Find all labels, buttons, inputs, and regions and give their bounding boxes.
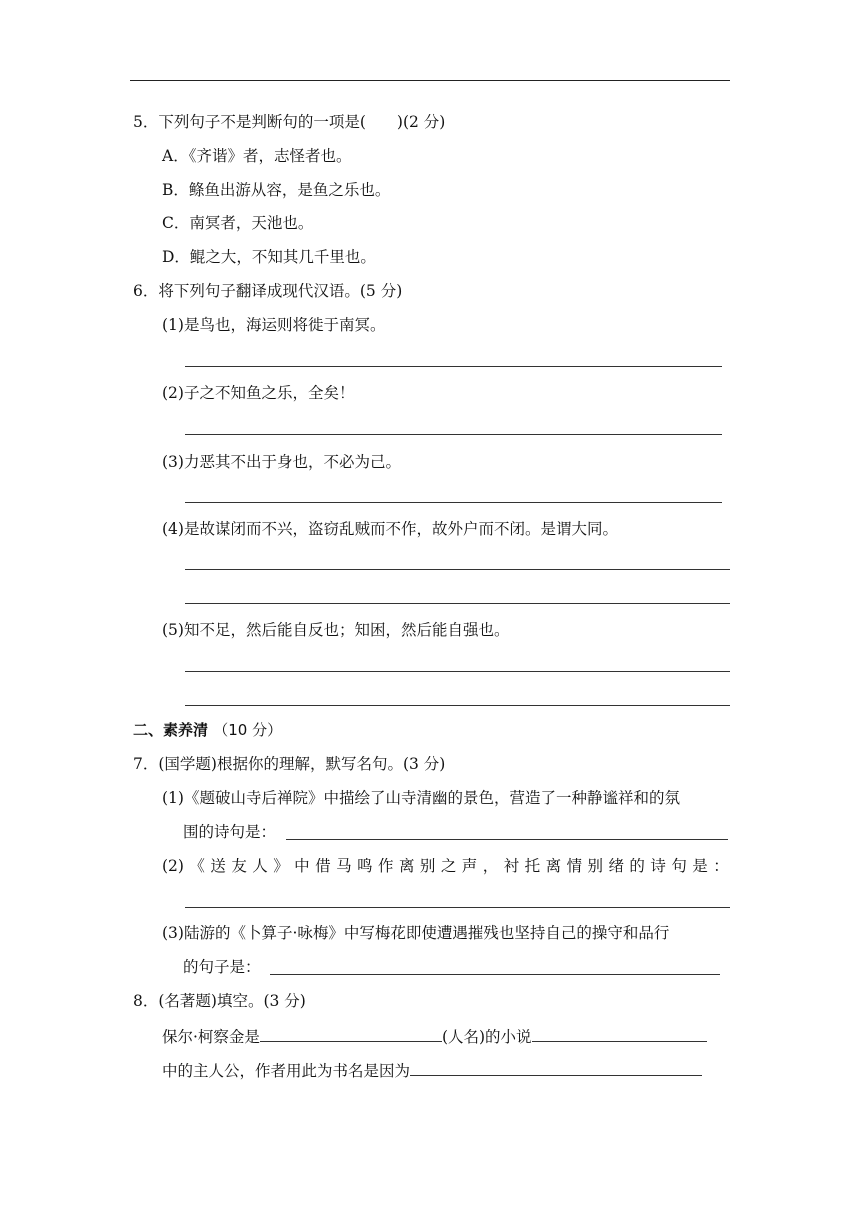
q7-item-2-char: 离 <box>545 857 562 875</box>
q7-answer-line-3[interactable] <box>270 974 720 975</box>
q7-item-2-char: 是 <box>692 857 708 875</box>
q8-line-2 <box>162 1059 702 1081</box>
q6-item-4: (4)是故谋闭而不兴，盗窃乱贼而不作，故外户而不闭。是谓大同。 <box>162 520 618 538</box>
q7-item-2-char: 句 <box>671 857 687 875</box>
q7-item-2-char: 送 <box>210 857 226 875</box>
q7-item-2 <box>162 856 729 876</box>
q6-item-1: (1)是鸟也，海运则将徙于南冥。 <box>162 316 386 334</box>
q6-answer-line-5b[interactable] <box>185 705 730 706</box>
q6-answer-line-1[interactable] <box>185 366 722 367</box>
q7-item-2-char: 借 <box>315 857 331 875</box>
q7-item-1-line-1: (1)《题破山寺后禅院》中描绘了山寺清幽的景色，营造了一种静谧祥和的氛 <box>162 789 680 807</box>
q7-item-2-char: 托 <box>524 857 541 875</box>
q7-item-2-char: 作 <box>377 857 394 875</box>
q7-item-2-char: 情 <box>566 857 583 875</box>
q7-item-3-line-1: (3)陆游的《卜算子·咏梅》中写梅花即使遭遇摧残也坚持自己的操守和品行 <box>162 924 670 942</box>
q8-line-1 <box>162 1025 707 1047</box>
q6-item-5: (5)知不足，然后能自反也；知困，然后能自强也。 <box>162 621 510 639</box>
section-2-points: （10 分） <box>213 721 283 739</box>
q7-item-2-char: (2) <box>162 857 184 875</box>
q7-item-2-char: 马 <box>336 857 352 875</box>
q8-text-1: 保尔·柯察金是 <box>162 1028 260 1046</box>
q6-item-3: (3)力恶其不出于身也，不必为己。 <box>162 453 401 471</box>
q5-option-d: D．鲲之大，不知其几千里也。 <box>162 248 376 266</box>
q7-item-2-char: 中 <box>294 857 310 875</box>
q6-item-2: (2)子之不知鱼之乐，全矣！ <box>162 384 355 402</box>
q6-answer-line-4a[interactable] <box>185 569 730 570</box>
q5-option-b: B．鲦鱼出游从容，是鱼之乐也。 <box>162 181 391 199</box>
q7-item-2-char: 声 <box>461 857 478 875</box>
q7-item-2-char: ， <box>482 857 499 875</box>
section-2-heading <box>133 720 282 740</box>
q5-option-a: A．《齐谐》者，志怪者也。 <box>162 147 352 165</box>
q7-item-2-char: 的 <box>629 857 645 875</box>
q6-answer-line-5a[interactable] <box>185 671 730 672</box>
q8-blank-novel[interactable] <box>532 1025 707 1042</box>
q7-item-3-line-2: 的句子是： <box>183 958 261 976</box>
q7-item-2-char: ： <box>713 857 729 875</box>
q7-item-2-char: 鸣 <box>357 857 373 875</box>
q7-item-2-char: 》 <box>273 857 289 875</box>
q8-blank-author[interactable] <box>260 1025 442 1042</box>
q6-stem: 6．将下列句子翻译成现代汉语。(5 分) <box>133 282 403 300</box>
q7-item-2-char: 衬 <box>503 857 520 875</box>
q5-option-c: C．南冥者，天池也。 <box>162 214 314 232</box>
q7-item-1-line-2: 围的诗句是： <box>183 823 277 841</box>
q7-answer-line-1[interactable] <box>286 839 728 840</box>
q7-item-2-char: 绪 <box>608 857 624 875</box>
q7-item-2-char: 之 <box>440 857 457 875</box>
q7-item-2-char: 诗 <box>650 857 666 875</box>
q7-item-2-char: 人 <box>252 857 268 875</box>
q7-item-2-char: 离 <box>398 857 415 875</box>
q8-stem: 8．(名著题)填空。(3 分) <box>133 992 306 1010</box>
q8-text-2: (人名)的小说 <box>441 1028 532 1046</box>
q7-stem: 7．(国学题)根据你的理解，默写名句。(3 分) <box>133 755 446 773</box>
q6-answer-line-3[interactable] <box>185 502 722 503</box>
q8-text-3: 中的主人公，作者用此为书名是因为 <box>162 1062 411 1080</box>
header-rule <box>130 80 730 81</box>
q5-stem: 5．下列句子不是判断句的一项是( )(2 分) <box>133 113 446 131</box>
q8-blank-reason[interactable] <box>410 1059 702 1076</box>
q7-item-2-char: 别 <box>419 857 436 875</box>
q6-answer-line-4b[interactable] <box>185 603 730 604</box>
q7-answer-line-2[interactable] <box>185 907 730 908</box>
section-2-title: 二、素养清 <box>133 721 209 739</box>
q7-item-2-char: 《 <box>189 857 205 875</box>
q7-item-2-char: 别 <box>587 857 604 875</box>
q7-item-2-char: 友 <box>231 857 247 875</box>
q6-answer-line-2[interactable] <box>185 434 722 435</box>
